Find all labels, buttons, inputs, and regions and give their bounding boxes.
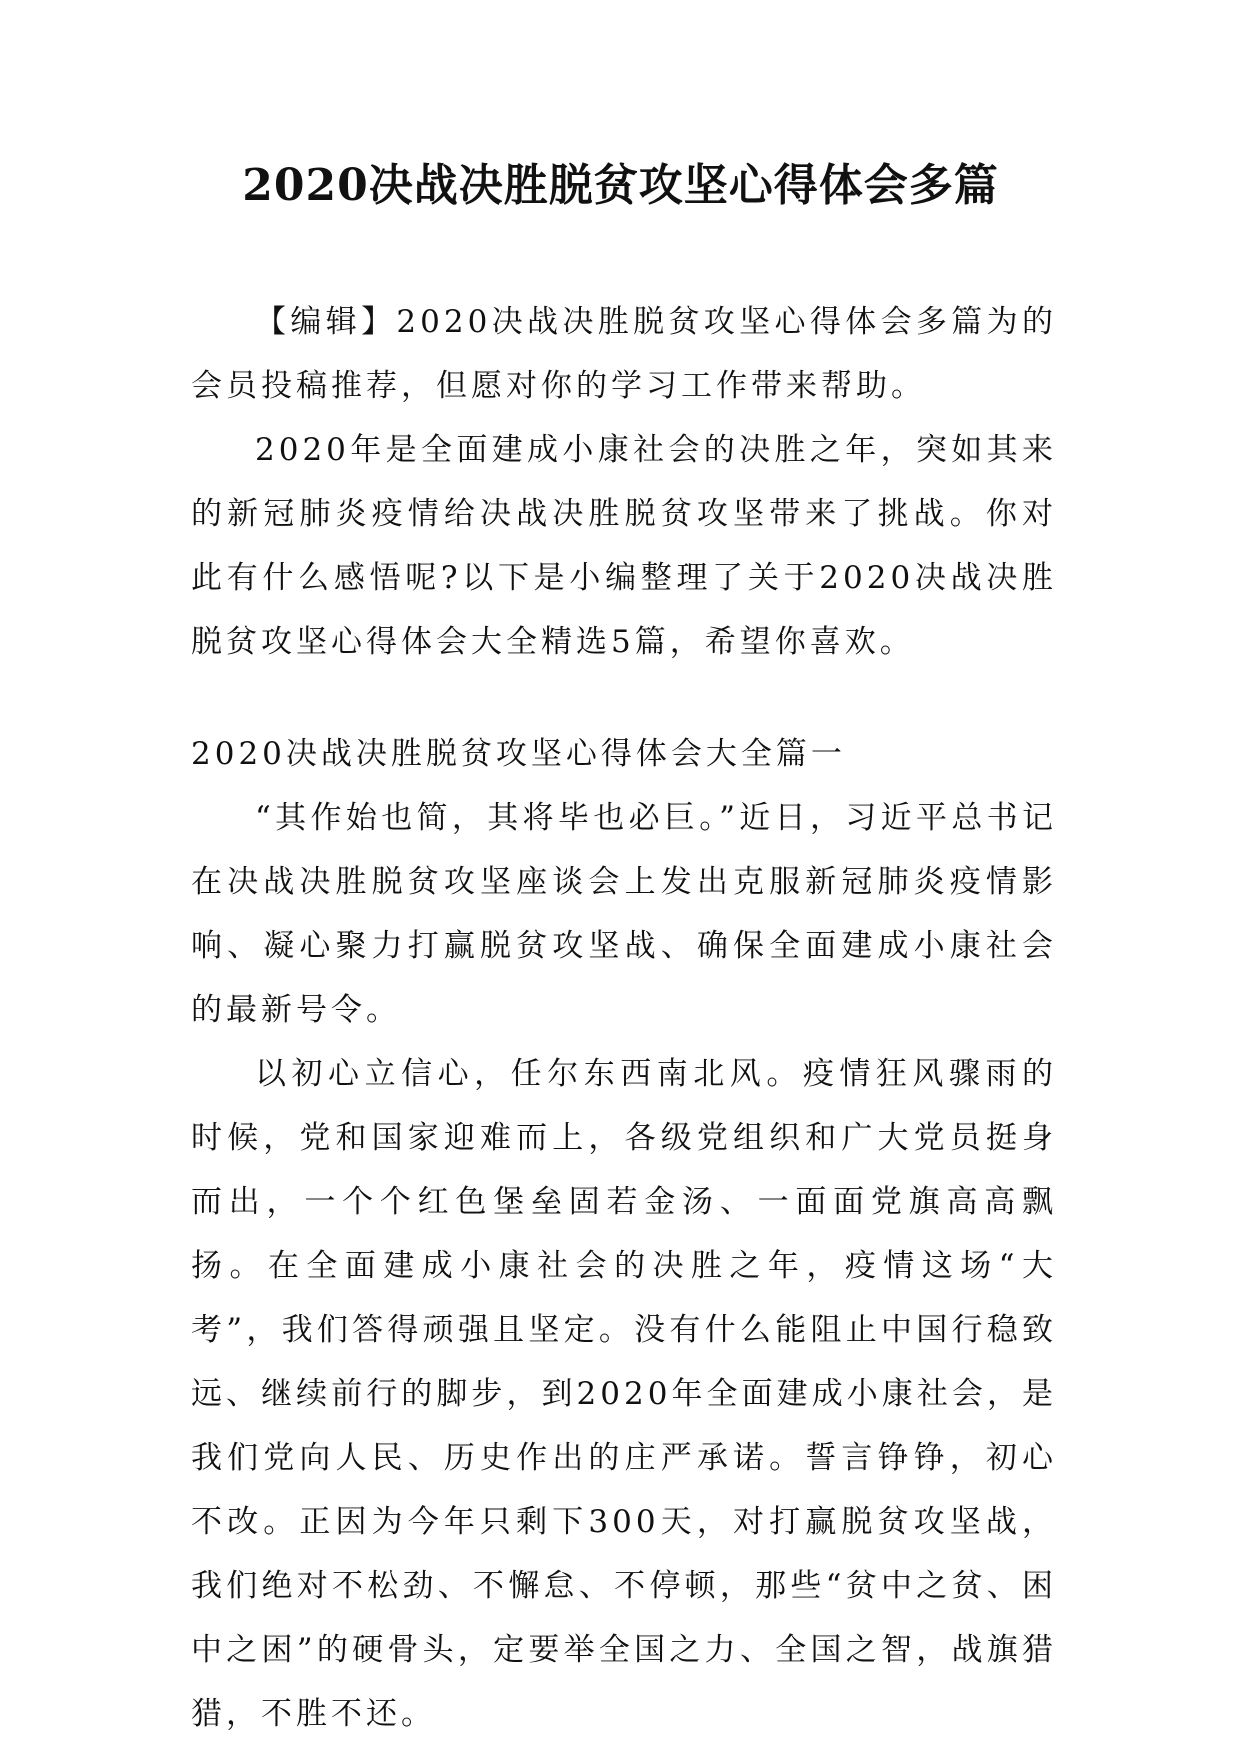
paragraph-gap (191, 674, 1057, 722)
section-paragraph-1: “其作始也简，其将毕也必巨。”近日，习近平总书记在决战决胜脱贫攻坚座谈会上发出克服新冠肺炎疫情影响、凝心聚力打赢脱贫攻坚战、确保全面建成小康社会的最新号令。 (191, 800, 1057, 1028)
section-heading: 2020决战决胜脱贫攻坚心得体会大全篇一 (191, 736, 846, 772)
lead-paragraph: 2020年是全面建成小康社会的决胜之年，突如其来的新冠肺炎疫情给决战决胜脱贫攻坚带来了挑战。你对此有什么感悟呢?以下是小编整理了关于2020决战决胜脱贫攻坚心得体会大全精选5篇，希望你喜欢。 (191, 432, 1057, 660)
document-body (191, 290, 1057, 1746)
intro-paragraph: 【编辑】2020决战决胜脱贫攻坚心得体会多篇为的会员投稿推荐，但愿对你的学习工作带来帮助。 (191, 304, 1057, 404)
section-paragraph-2: 以初心立信心，任尔东西南北风。疫情狂风骤雨的时候，党和国家迎难而上，各级党组织和广大党员挺身而出，一个个红色堡垒固若金汤、一面面党旗高高飘扬。在全面建成小康社会的决胜之年，疫情这场“大考”，我们答得顽强且坚定。没有什么能阻止中国行稳致远、继续前行的脚步，到2020年全面建成小康社会，是我们党向人民、历史作出的庄严承诺。誓言铮铮，初心不改。正因为今年只剩下300天，对打赢脱贫攻坚战，我们绝对不松劲、不懈怠、不停顿，那些“贫中之贫、困中之困”的硬骨头，定要举全国之力、全国之智，战旗猎猎，不胜不还。 (191, 1056, 1057, 1732)
document-title: 2020决战决胜脱贫攻坚心得体会多篇 (242, 160, 999, 211)
